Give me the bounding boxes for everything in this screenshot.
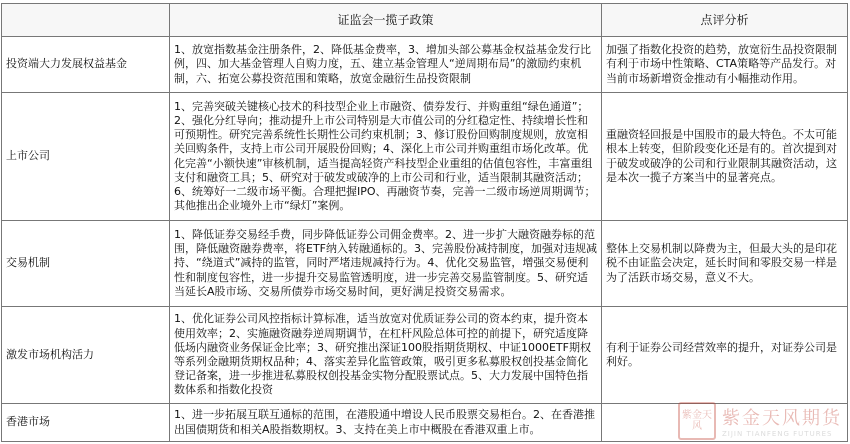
- policy-table: [1, 3, 848, 442]
- row-comment: 重融资轻回报是中国股市的最大特色。不太可能根本上转变，但阶段变化还是有的。首次提到对于破发或破净的公司和行业限制其融资活动，这是本次一揽子方案当中的显著亮点。: [602, 93, 848, 221]
- row-topic: 激发市场机构活力: [2, 307, 170, 404]
- row-topic: 投资端大力发展权益基金: [2, 37, 170, 93]
- row-topic: 香港市场: [2, 404, 170, 442]
- row-policy: 1、降低证券交易经手费，同步降低证券公司佣金费率。2、进一步扩大融资融券标的范围，降低融资融券费率，将ETF纳入转融通标的。3、完善股份减持制度，加强对违规减持、“绕道式”减持的监管，同时严堵违规减持行为。4、优化交易监管，增强交易便利性和制度包容性，进一步提升交易监管透明度，进一步完善交易监管制度。5、研究适当延长A股市场、交易所债券市场交易时间，更好满足投资交易需求。: [170, 221, 602, 307]
- row-policy: 1、完善突破关键核心技术的科技型企业上市融资、债券发行、并购重组“绿色通道”；2、强化分红导向；推动提升上市公司特别是大市值公司的分红稳定性、持续增长性和可预期性。研究完善系统性长期性公司约束机制；3、修订股份回购制度规则，放宽相关回购条件，支持上市公司开展股份回购；4、深化上市公司并购重组市场化改革。优化完善“小额快速”审核机制，适当提高轻资产科技型企业重组的估值包容性，丰富重组支付和融资工具；5、研究对于破发或破净的上市公司和行业，适当限制其融资活动；6、统筹好一二级市场平衡。合理把握IPO、再融资节奏，完善一二级市场逆周期调节；其他推出企业境外上市“绿灯”案例。: [170, 93, 602, 221]
- row-comment: 整体上交易机制以降费为主，但最大头的是印花税不由证监会决定，延长时间和零股交易一样是为了活跃市场交易，意义不大。: [602, 221, 848, 307]
- row-topic: 上市公司: [2, 93, 170, 221]
- row-policy: 1、放宽指数基金注册条件，2、降低基金费率，3、增加头部公募基金权益基金发行比例，四、加大基金管理人自购力度，五、建立基金管理人“逆周期布局”的激励约束机制，六、拓宽公募投资范围和策略，放宽金融衍生品投资限制: [170, 37, 602, 93]
- watermark-subtitle: ZIJIN TIANFENG FUTURES: [722, 430, 833, 438]
- row-comment: 有利于证券公司经营效率的提升，对证券公司是利好。: [602, 307, 848, 404]
- company-watermark: [678, 402, 842, 440]
- row-policy: 1、进一步拓展互联互通标的范围，在港股通中增设人民币股票交易柜台。2、在香港推出国债期货和相关A股指数期权。3、支持在美上市中概股在香港双重上市。: [170, 404, 602, 442]
- seal-logo-icon: 紫金天风: [678, 402, 716, 440]
- row-topic: 交易机制: [2, 221, 170, 307]
- table-header-row: [2, 4, 848, 37]
- table-row: [2, 221, 848, 307]
- table-row: [2, 93, 848, 221]
- header-corner: [2, 4, 170, 37]
- header-policy: 证监会一揽子政策: [170, 4, 602, 37]
- row-comment: 加强了指数化投资的趋势，放宽衍生品投资限制有利于市场中性策略、CTA策略等产品发行。对当前市场新增资金推动有小幅推动作用。: [602, 37, 848, 93]
- table-row: [2, 37, 848, 93]
- watermark-name: 紫金天风期货: [722, 408, 842, 429]
- table-row: [2, 307, 848, 404]
- header-comment: 点评分析: [602, 4, 848, 37]
- row-policy: 1、优化证券公司风控指标计算标准，适当放宽对优质证券公司的资本约束，提升资本使用效率；2、实施融资融券逆周期调节，在杠杆风险总体可控的前提下，研究适度降低场内融资业务保证金比率；3、研究推出深证100股指期货期权、中证1000ETF期权等系列金融期货期权品种；4、落实差异化监管政策，吸引更多私募股权创投基金简化登记备案，进一步推进私募股权创投基金实物分配股票试点。5、大力发展中国特色指数体系和指数化投资: [170, 307, 602, 404]
